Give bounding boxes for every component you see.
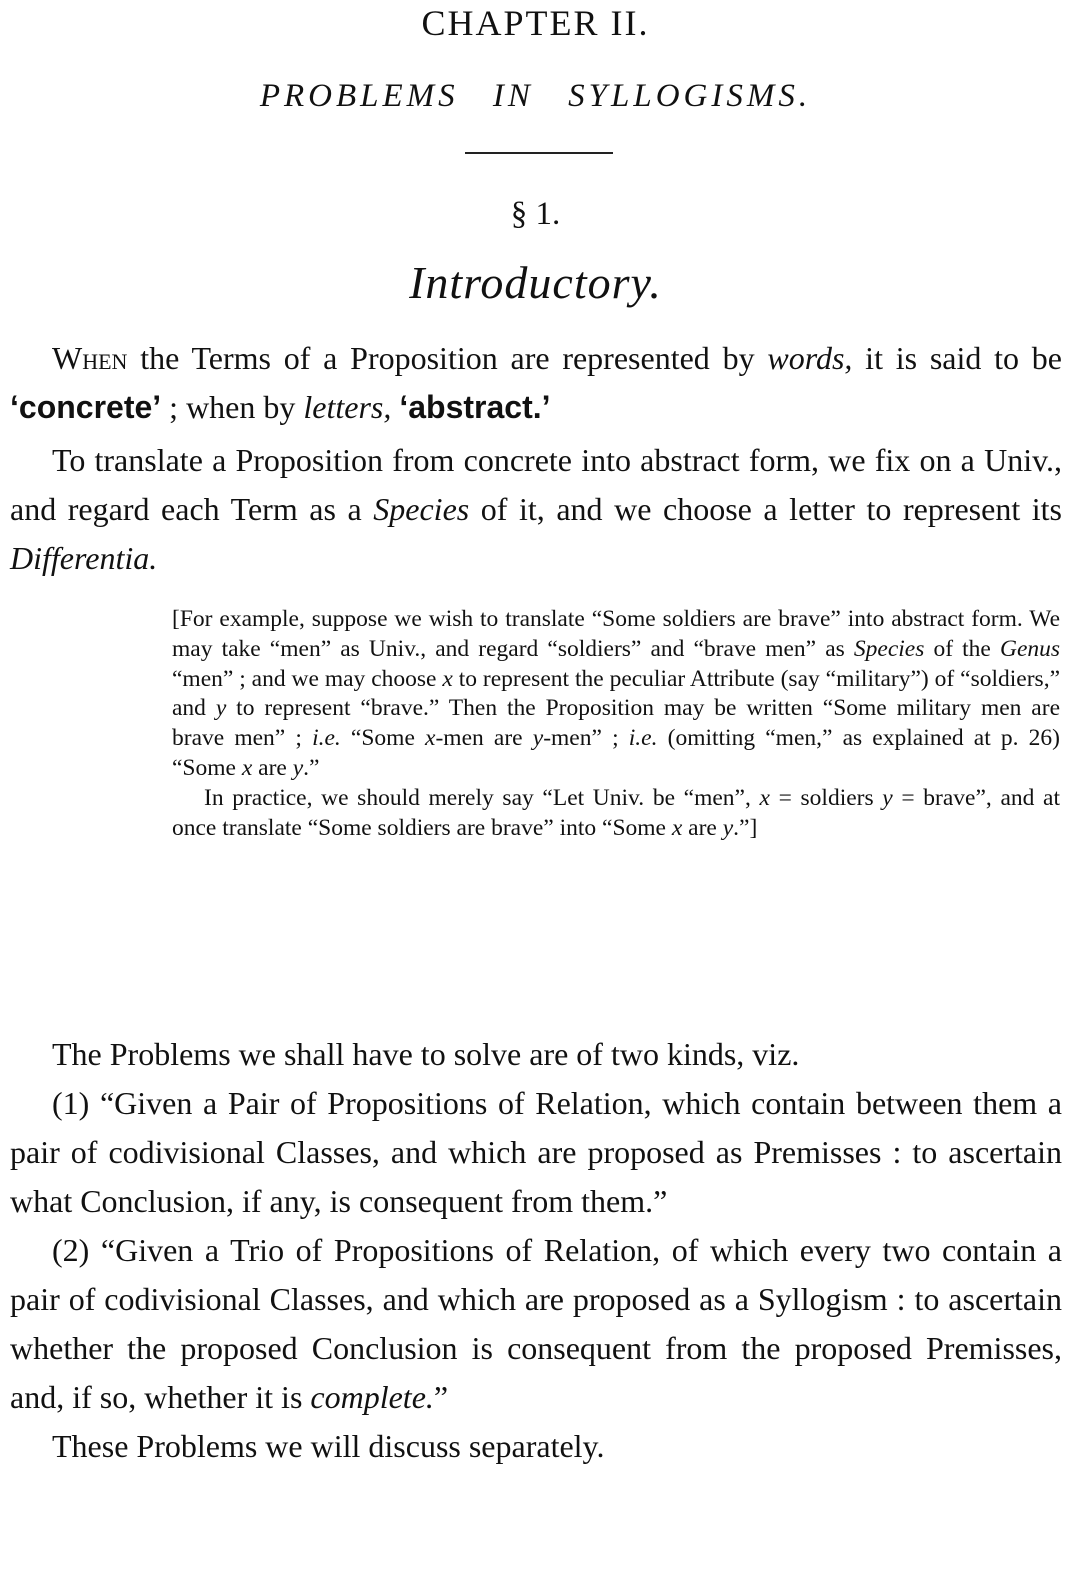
example-note [172, 605, 1060, 843]
term-concrete: ‘concrete’ [10, 389, 162, 425]
text-span: “men” ; and we may choose [172, 665, 443, 692]
chapter-heading: CHAPTER II. [421, 3, 650, 43]
italic-span: i.e. [312, 725, 341, 752]
text-span: are [682, 814, 723, 841]
italic-span: Species [373, 491, 470, 527]
text-span: of the [924, 635, 1000, 662]
italic-span: y [292, 754, 304, 781]
text-span: are [252, 754, 293, 781]
italic-span: complete. [310, 1379, 434, 1415]
problems-intro: The Problems we shall have to solve are of two kinds, viz. [52, 1036, 800, 1072]
italic-span: y [532, 725, 544, 752]
problem-2 [10, 1226, 1062, 1422]
text-span: .” [303, 754, 320, 781]
chapter-subtitle: PROBLEMS IN SYLLOGISMS. [259, 78, 812, 114]
text-span: In practice, we should merely say “Let Univ. be “men”, [204, 784, 760, 811]
italic-span: x [442, 665, 453, 692]
text-span: = brave”, and at once translate “Some soldiers are brave” into “Some [172, 784, 1061, 841]
term-abstract: ‘abstract.’ [399, 389, 551, 425]
divider-rule [465, 152, 613, 154]
italic-span: Genus [999, 635, 1061, 662]
text-span: -men are [435, 725, 533, 752]
italic-span: Differentia. [10, 540, 158, 576]
text-span: ” [433, 1379, 449, 1415]
problem-1: (1) “Given a Pair of Propositions of Relation, which contain between them a pair of codivisional Classes, and which are proposed as Premisses : to ascertain what Conclusion, if any, is consequent from them.” [10, 1085, 1062, 1219]
text-span: of it, and we choose a letter to represent its [469, 491, 1063, 527]
italic-span: y [722, 814, 734, 841]
text-span: .”] [733, 814, 758, 841]
problems-section [10, 1030, 1062, 1471]
italic-span: letters, [303, 389, 392, 425]
text-span: to represent “brave.” Then the Proposition may be written “Some military men are brave men” ; [172, 695, 1060, 752]
text-span: the Terms of a Proposition are represented by [127, 340, 768, 376]
text-span: ; when by [161, 389, 304, 425]
section-number: § 1. [510, 196, 561, 232]
text-span: (2) “Given a Trio of Propositions of Relation, of which every two contain a pair of codivisional Classes, and which are proposed as a Syllogism : to ascertain whether the proposed Conclusion is consequent from the proposed Premisses, and, if so, whether it is [10, 1232, 1062, 1415]
italic-span: y [215, 695, 227, 722]
italic-span: x [425, 725, 436, 752]
text-span: to represent the peculiar Attribute (say “military”) of “soldiers,” and [172, 665, 1060, 722]
italic-span: x [241, 754, 253, 781]
text-span: To translate a Proposition from concrete into abstract form, we fix on a Univ., and regard each Term as a [10, 442, 1062, 527]
italic-span: x [759, 784, 770, 811]
text-span: it is said to be [852, 340, 1063, 376]
text-span: [For example, suppose we wish to translate “Some soldiers are brave” into abstract form. We may take “men” as Univ., and regard “soldiers” and “brave men” as [172, 606, 1060, 662]
text-span: -men” ; [543, 725, 629, 752]
text-span: = soldiers [769, 784, 883, 811]
italic-span: i.e. [628, 725, 658, 752]
text-span: (omitting “men,” as explained at p. 26) “Some [172, 725, 1061, 781]
lead-word: When [52, 340, 128, 376]
italic-span: words, [767, 340, 853, 376]
paragraph-translate [10, 436, 1062, 583]
italic-span: x [671, 814, 683, 841]
italic-span: Species [853, 635, 925, 662]
note-paragraph [172, 784, 1060, 844]
text-span: “Some [340, 725, 426, 752]
closing-line: These Problems we will discuss separately. [52, 1428, 605, 1464]
section-title: Introductory. [409, 257, 662, 308]
italic-span: y [882, 784, 893, 811]
paragraph-definition [10, 334, 1062, 432]
note-paragraph [172, 605, 1060, 784]
